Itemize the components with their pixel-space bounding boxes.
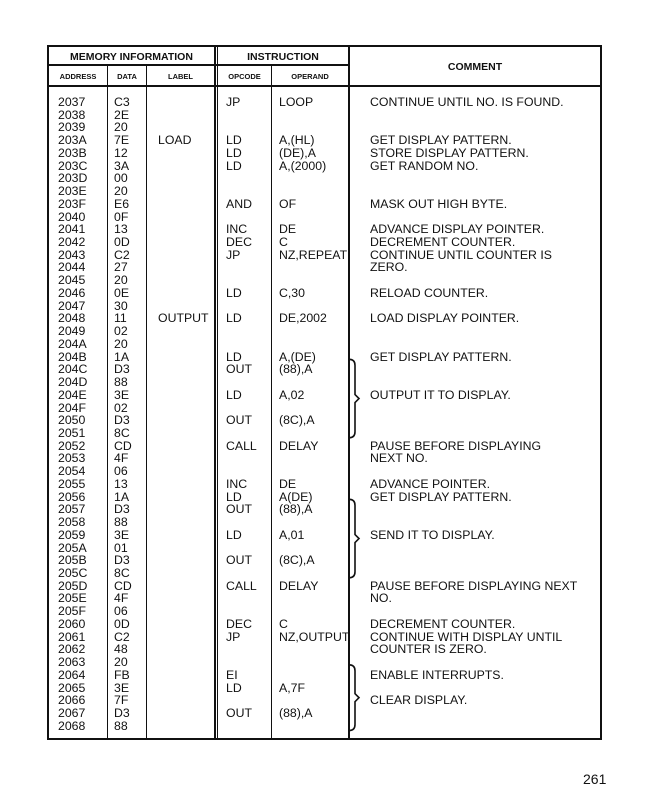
data-header: DATA xyxy=(117,72,137,81)
data-cell: 06 xyxy=(114,464,128,479)
data-cell: 06 xyxy=(114,604,128,619)
data-cell: 20 xyxy=(114,336,128,351)
address-cell: 2040 xyxy=(58,209,86,224)
address-cell: 205F xyxy=(58,604,87,619)
operand-cell: DE xyxy=(279,222,297,237)
operand-cell: A,02 xyxy=(279,387,305,402)
address-header: ADDRESS xyxy=(59,72,97,81)
opcode-cell: LD xyxy=(226,489,242,504)
instruction-header: INSTRUCTION xyxy=(247,51,319,63)
opcode-cell: OUT xyxy=(226,362,252,377)
data-cell: 4F xyxy=(114,591,129,606)
address-cell: 2057 xyxy=(58,502,86,517)
label-header: LABEL xyxy=(168,72,193,81)
comment-cell: ADVANCE POINTER. xyxy=(370,476,491,491)
comment-cell: PAUSE BEFORE DISPLAYING xyxy=(370,438,542,453)
page-number: 261 xyxy=(583,771,607,787)
address-cell: 2050 xyxy=(58,413,86,428)
opcode-cell: INC xyxy=(226,222,248,237)
data-cell: 13 xyxy=(114,222,128,237)
comment-cell: COUNTER IS ZERO. xyxy=(370,642,487,657)
comment-cell: GET RANDOM NO. xyxy=(370,158,479,173)
address-cell: 2038 xyxy=(58,107,86,122)
opcode-cell: OUT xyxy=(226,413,252,428)
data-cell: C2 xyxy=(114,629,130,644)
address-cell: 2037 xyxy=(58,95,86,109)
data-cell: 3E xyxy=(114,387,130,402)
operand-cell: (8C),A xyxy=(279,553,315,568)
address-cell: 2047 xyxy=(58,298,86,313)
address-cell: 2061 xyxy=(58,629,86,644)
data-cell: 00 xyxy=(114,171,128,186)
data-cell: 0D xyxy=(114,235,130,250)
operand-cell: DE,2002 xyxy=(279,311,327,326)
comment-cell: CLEAR DISPLAY. xyxy=(370,693,468,708)
data-cell: 7E xyxy=(114,133,130,148)
data-cell: 2E xyxy=(114,107,130,122)
address-cell: 205B xyxy=(58,553,87,568)
data-cell: D3 xyxy=(114,706,130,721)
address-cell: 2063 xyxy=(58,655,86,670)
operand-cell: DELAY xyxy=(279,578,319,593)
opcode-cell: LD xyxy=(226,285,242,300)
address-cell: 203F xyxy=(58,196,87,211)
opcode-cell: LD xyxy=(226,349,242,364)
data-cell: D3 xyxy=(114,553,130,568)
data-cell: 88 xyxy=(114,718,128,733)
comment-cell: PAUSE BEFORE DISPLAYING NEXT xyxy=(370,578,578,593)
opcode-cell: LD xyxy=(226,387,242,402)
curly-brace xyxy=(349,665,359,731)
opcode-header: OPCODE xyxy=(228,72,261,81)
address-cell: 2064 xyxy=(58,667,86,682)
address-cell: 204A xyxy=(58,336,87,351)
opcode-cell: JP xyxy=(226,95,241,109)
data-cell: 8C xyxy=(114,425,130,440)
address-cell: 204D xyxy=(58,375,88,390)
comment-cell: GET DISPLAY PATTERN. xyxy=(370,489,512,504)
operand-header: OPERAND xyxy=(291,72,329,81)
operand-cell: C,30 xyxy=(279,285,305,300)
data-cell: 0D xyxy=(114,616,130,631)
data-cell: E6 xyxy=(114,196,130,211)
address-cell: 2039 xyxy=(58,120,86,135)
operand-cell: NZ,REPEAT xyxy=(279,247,348,262)
comment-cell: ADVANCE DISPLAY POINTER. xyxy=(370,222,545,237)
comment-cell: GET DISPLAY PATTERN. xyxy=(370,133,512,148)
comment-cell: MASK OUT HIGH BYTE. xyxy=(370,196,508,211)
address-cell: 205D xyxy=(58,578,88,593)
comment-cell: RELOAD COUNTER. xyxy=(370,285,489,300)
label-cell: LOAD xyxy=(158,133,192,148)
address-cell: 2065 xyxy=(58,680,86,695)
opcode-cell: CALL xyxy=(226,578,257,593)
comment-cell: NEXT NO. xyxy=(370,451,428,466)
opcode-cell: OUT xyxy=(226,706,252,721)
operand-cell: A(DE) xyxy=(279,489,313,504)
comment-cell: NO. xyxy=(370,591,392,606)
data-cell: D3 xyxy=(114,362,130,377)
opcode-cell: OUT xyxy=(226,502,252,517)
address-cell: 2041 xyxy=(58,222,86,237)
address-cell: 2054 xyxy=(58,464,86,479)
opcode-cell: LD xyxy=(226,145,242,160)
address-cell: 203B xyxy=(58,145,87,160)
memory-information-header: MEMORY INFORMATION xyxy=(70,51,193,63)
data-cell: 30 xyxy=(114,298,128,313)
data-cell: 48 xyxy=(114,642,128,657)
comment-cell: LOAD DISPLAY POINTER. xyxy=(370,311,520,326)
comment-cell: DECREMENT COUNTER. xyxy=(370,616,516,631)
address-cell: 2055 xyxy=(58,476,86,491)
address-cell: 2056 xyxy=(58,489,86,504)
address-cell: 2067 xyxy=(58,706,86,721)
data-cell: 01 xyxy=(114,540,128,555)
operand-cell: (8C),A xyxy=(279,413,315,428)
address-cell: 203A xyxy=(58,133,87,148)
data-cell: 02 xyxy=(114,324,128,339)
data-cell: 3E xyxy=(114,527,130,542)
operand-cell: (88),A xyxy=(279,706,313,721)
opcode-cell: LD xyxy=(226,133,242,148)
data-cell: 1A xyxy=(114,349,130,364)
address-cell: 203E xyxy=(58,184,87,199)
operand-cell: A,7F xyxy=(279,680,305,695)
address-cell: 205E xyxy=(58,591,87,606)
address-cell: 203D xyxy=(58,171,88,186)
address-cell: 2066 xyxy=(58,693,86,708)
operand-cell: C xyxy=(279,235,288,250)
comment-header: COMMENT xyxy=(447,61,503,73)
data-cell: 8C xyxy=(114,566,130,580)
data-cell: 0F xyxy=(114,209,129,224)
data-cell: 11 xyxy=(114,311,127,326)
comment-cell: GET DISPLAY PATTERN. xyxy=(370,349,512,364)
operand-cell: DE xyxy=(279,476,297,491)
opcode-cell: LD xyxy=(226,158,242,173)
address-cell: 2046 xyxy=(58,285,86,300)
opcode-cell: JP xyxy=(226,629,241,644)
data-cell: 20 xyxy=(114,184,128,199)
data-cell: 20 xyxy=(114,273,128,288)
curly-brace xyxy=(349,499,359,577)
data-cell: CD xyxy=(114,438,132,453)
comment-cell: SEND IT TO DISPLAY. xyxy=(370,527,495,542)
address-cell: 204C xyxy=(58,362,88,377)
address-cell: 2043 xyxy=(58,247,86,262)
data-cell: 20 xyxy=(114,120,128,135)
address-cell: 2059 xyxy=(58,527,86,542)
address-cell: 205A xyxy=(58,540,87,555)
address-cell: 2053 xyxy=(58,451,86,466)
operand-cell: NZ,OUTPUT xyxy=(279,629,350,644)
address-cell: 2049 xyxy=(58,324,86,339)
address-cell: 205C xyxy=(58,566,88,580)
data-cell: 4F xyxy=(114,451,129,466)
operand-cell: LOOP xyxy=(279,95,314,109)
comment-cell: OUTPUT IT TO DISPLAY. xyxy=(370,387,511,402)
opcode-cell: OUT xyxy=(226,553,252,568)
address-cell: 2048 xyxy=(58,311,86,326)
opcode-cell: EI xyxy=(226,667,238,682)
operand-cell: A,(2000) xyxy=(279,158,327,173)
data-cell: 20 xyxy=(114,655,128,670)
data-cell: 02 xyxy=(114,400,128,415)
curly-brace xyxy=(349,359,359,437)
address-cell: 2044 xyxy=(58,260,86,275)
comment-cell: CONTINUE WITH DISPLAY UNTIL xyxy=(370,629,563,644)
data-cell: C3 xyxy=(114,95,130,109)
address-cell: 203C xyxy=(58,158,88,173)
address-cell: 2058 xyxy=(58,515,86,530)
comment-cell: STORE DISPLAY PATTERN. xyxy=(370,145,529,160)
operand-cell: (88),A xyxy=(279,362,313,377)
data-cell: 3A xyxy=(114,158,130,173)
opcode-cell: AND xyxy=(226,196,252,211)
data-cell: CD xyxy=(114,578,132,593)
address-cell: 2060 xyxy=(58,616,86,631)
data-cell: D3 xyxy=(114,413,130,428)
address-cell: 2042 xyxy=(58,235,86,250)
operand-cell: A,(DE) xyxy=(279,349,316,364)
data-cell: 3E xyxy=(114,680,130,695)
operand-cell: C xyxy=(279,616,288,631)
address-cell: 2045 xyxy=(58,273,86,288)
data-cell: 1A xyxy=(114,489,130,504)
operand-cell: (DE),A xyxy=(279,145,316,160)
comment-cell: CONTINUE UNTIL COUNTER IS xyxy=(370,247,552,262)
data-cell: FB xyxy=(114,667,130,682)
address-cell: 2051 xyxy=(58,425,86,440)
label-cell: OUTPUT xyxy=(158,311,209,326)
operand-cell: A,(HL) xyxy=(279,133,315,148)
operand-cell: DELAY xyxy=(279,438,319,453)
data-cell: 13 xyxy=(114,476,128,491)
opcode-cell: JP xyxy=(226,247,241,262)
data-cell: C2 xyxy=(114,247,130,262)
comment-cell: ENABLE INTERRUPTS. xyxy=(370,667,504,682)
opcode-cell: LD xyxy=(226,527,242,542)
operand-cell: OF xyxy=(279,196,297,211)
opcode-cell: DEC xyxy=(226,616,252,631)
opcode-cell: DEC xyxy=(226,235,252,250)
opcode-cell: LD xyxy=(226,680,242,695)
opcode-cell: LD xyxy=(226,311,242,326)
comment-cell: ZERO. xyxy=(370,260,408,275)
address-cell: 2068 xyxy=(58,718,86,733)
operand-cell: A,01 xyxy=(279,527,305,542)
address-cell: 204B xyxy=(58,349,87,364)
data-cell: 88 xyxy=(114,375,128,390)
address-cell: 2062 xyxy=(58,642,86,657)
address-cell: 204F xyxy=(58,400,87,415)
data-cell: 12 xyxy=(114,145,128,160)
address-cell: 2052 xyxy=(58,438,86,453)
data-cell: 88 xyxy=(114,515,128,530)
opcode-cell: INC xyxy=(226,476,248,491)
data-cell: 27 xyxy=(114,260,128,275)
address-cell: 204E xyxy=(58,387,87,402)
comment-cell: DECREMENT COUNTER. xyxy=(370,235,516,250)
data-cell: 0E xyxy=(114,285,130,300)
operand-cell: (88),A xyxy=(279,502,313,517)
data-cell: 7F xyxy=(114,693,129,708)
data-cell: D3 xyxy=(114,502,130,517)
comment-cell: CONTINUE UNTIL NO. IS FOUND. xyxy=(370,95,564,109)
opcode-cell: CALL xyxy=(226,438,257,453)
